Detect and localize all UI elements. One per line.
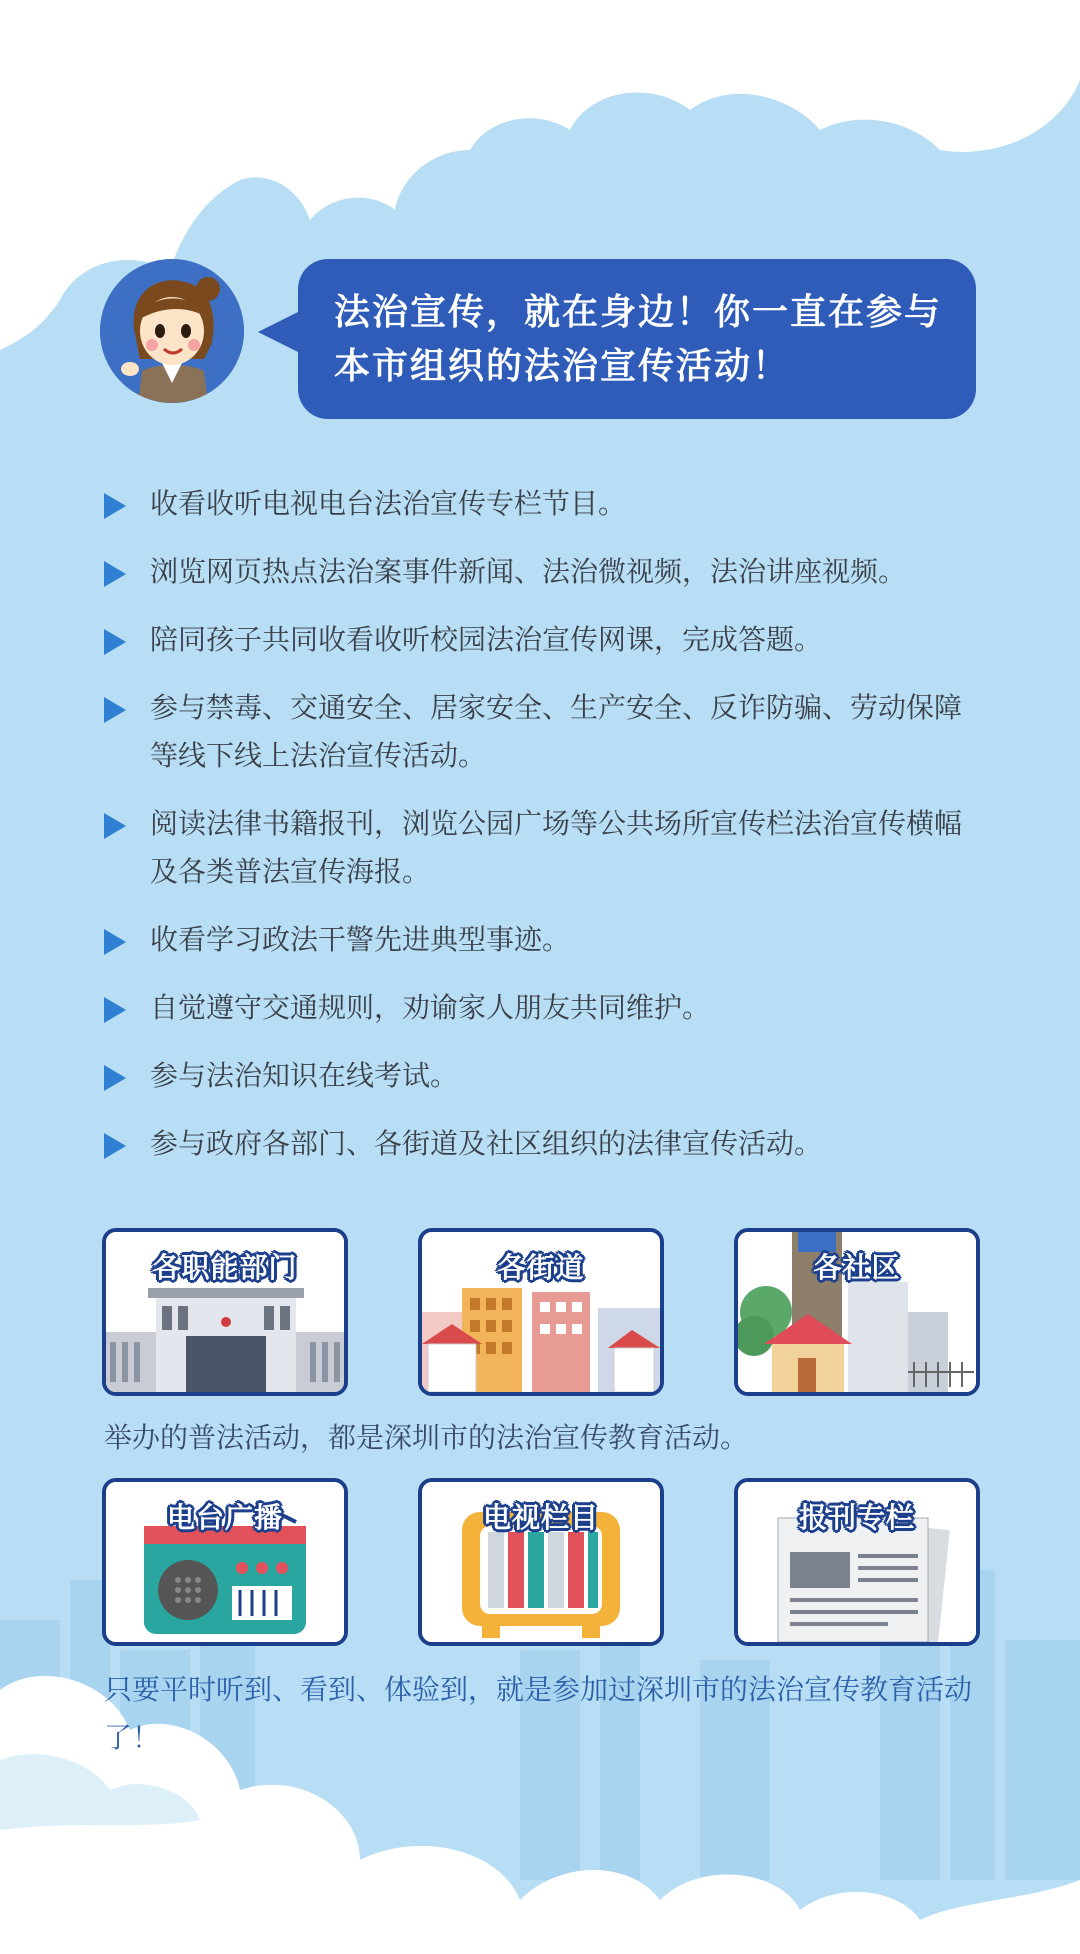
- card-label: 各街道: [497, 1251, 585, 1284]
- list-item: 参与禁毒、交通安全、居家安全、生产安全、反诈防骗、劳动保障等线下线上法治宣传活动。: [104, 684, 984, 780]
- list-item: 阅读法律书籍报刊，浏览公园广场等公共场所宣传栏法治宣传横幅及各类普法宣传海报。: [104, 800, 984, 896]
- triangle-arrow-icon: [104, 1065, 126, 1091]
- activity-list: [104, 480, 984, 1188]
- closing-caption: 只要平时听到、看到、体验到，就是参加过深圳市的法治宣传教育活动了！: [104, 1673, 973, 1754]
- card-newspaper: [734, 1478, 980, 1646]
- list-item: 参与法治知识在线考试。: [104, 1052, 984, 1100]
- card-communities: [734, 1228, 980, 1396]
- card-label: 电视栏目: [482, 1501, 599, 1534]
- triangle-arrow-icon: [104, 929, 126, 955]
- list-item: 自觉遵守交通规则，劝谕家人朋友共同维护。: [104, 984, 984, 1032]
- triangle-arrow-icon: [104, 697, 126, 723]
- organizers-caption: 举办的普法活动，都是深圳市的法治宣传教育活动。: [104, 1421, 749, 1454]
- triangle-arrow-icon: [104, 1133, 126, 1159]
- list-item: 收看收听电视电台法治宣传专栏节目。: [104, 480, 984, 528]
- triangle-arrow-icon: [104, 813, 126, 839]
- card-label: 各社区: [813, 1251, 901, 1284]
- triangle-arrow-icon: [104, 997, 126, 1023]
- card-label: 各职能部门: [152, 1251, 298, 1284]
- cartoon-woman-icon: [100, 259, 244, 403]
- list-item: 收看学习政法干警先进典型事迹。: [104, 916, 984, 964]
- triangle-arrow-icon: [104, 493, 126, 519]
- speech-bubble-tail: [258, 310, 302, 354]
- card-streets: [418, 1228, 664, 1396]
- card-tv: [418, 1478, 664, 1646]
- list-item: 参与政府各部门、各街道及社区组织的法律宣传活动。: [104, 1120, 984, 1168]
- card-radio: [102, 1478, 348, 1646]
- triangle-arrow-icon: [104, 629, 126, 655]
- lawyer-avatar: [100, 259, 244, 403]
- card-label: 报刊专栏: [798, 1501, 915, 1534]
- card-departments: [102, 1228, 348, 1396]
- speech-bubble: [298, 259, 976, 419]
- speech-text: 法治宣传，就在身边！你一直在参与本市组织的法治宣传活动！: [334, 291, 943, 387]
- list-item: 陪同孩子共同收看收听校园法治宣传网课，完成答题。: [104, 616, 984, 664]
- list-item: 浏览网页热点法治案事件新闻、法治微视频，法治讲座视频。: [104, 548, 984, 596]
- card-label: 电台广播: [166, 1501, 283, 1534]
- triangle-arrow-icon: [104, 561, 126, 587]
